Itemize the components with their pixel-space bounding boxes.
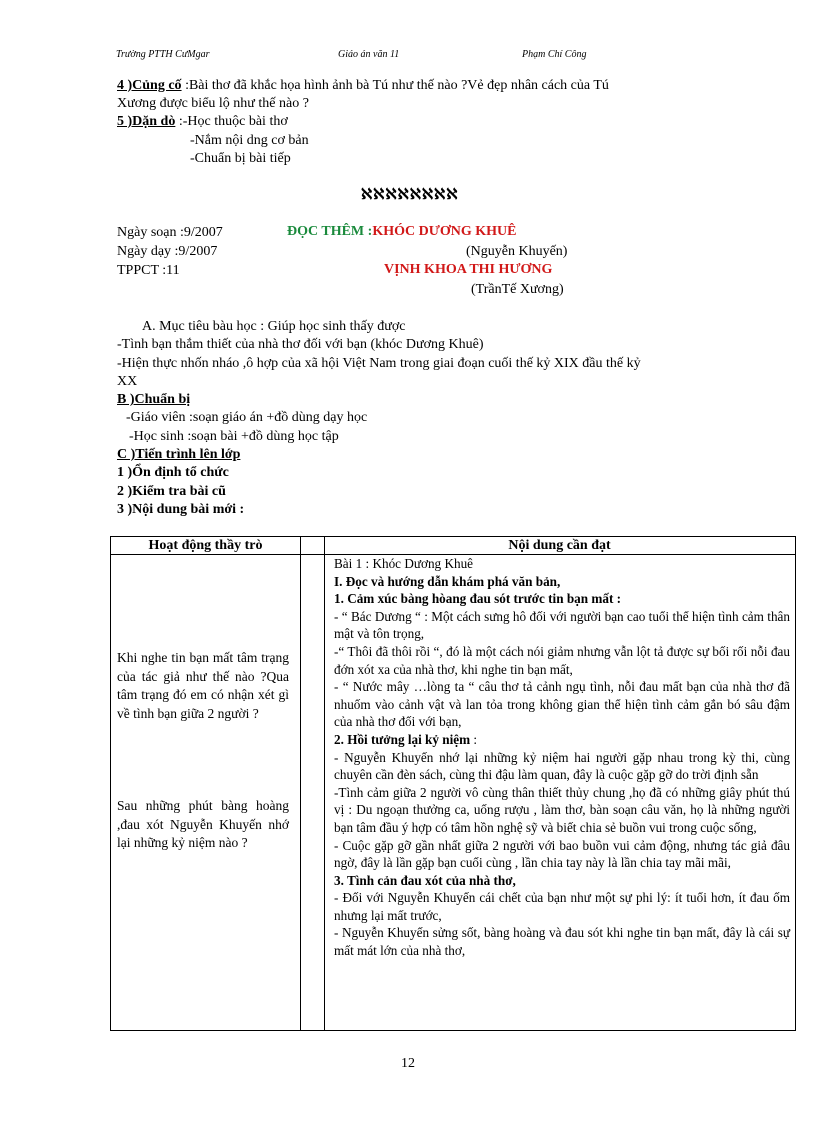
ngay-day: Ngày dạy :9/2007 <box>117 244 218 259</box>
content-2c: - Cuộc gặp gỡ gần nhất giữa 2 người với bao buồn vui cảm động, nhưng tác giả đâu ngờ, đây là lần gặp bạn cuối cùng , lần chia tay này là lần chia tay mãi mãi, <box>334 837 790 871</box>
section-ornament: ℵℵℵℵℵℵℵℵ <box>361 187 459 203</box>
dando-text: :-Học thuộc bài thơ <box>175 114 288 129</box>
content-1b: -“ Thôi đã thôi rồi “, đó là một cách nói giảm nhưng vẫn lột tả được sự bối rối nỗi đau đớn xót xa của nhà thơ, khi nghe tin bạn mất, <box>334 643 790 677</box>
content-heading-2 <box>334 731 790 749</box>
muc-tieu-line-3: XX <box>117 374 138 389</box>
author-tran-te-xuong: (TrầnTế Xương) <box>471 282 564 297</box>
table-divider-2 <box>324 537 325 1030</box>
tppct: TPPCT :11 <box>117 263 180 278</box>
content-3b: - Nguyễn Khuyến sửng sốt, bàng hoàng và đau sót khi nghe tin bạn mất, đây là cái sự mất mát lớn của nhà thơ, <box>334 925 790 959</box>
content-lesson-title: Bài 1 : Khóc Dương Khuê <box>334 556 474 571</box>
content-1a: - “ Bác Dương “ : Một cách sưng hô đối với người bạn cao tuổi thể hiện tình cảm thân mật và tôn trọng, <box>334 608 790 642</box>
muc-tieu-a: A. Mục tiêu bàu học : Giúp học sinh thấy được <box>142 319 406 334</box>
cungco-line-2: Xương được biểu lộ như thế nào ? <box>117 96 309 111</box>
content-2b: -Tình cảm giữa 2 người vô cùng thân thiết thủy chung ,họ đã có những giây phút thú vị : Du ngoạn thưởng ca, uống rượu , làm thơ, bàn soạn câu văn, họ là những người bạn tâm đầu ý hợp có tâm hồn nghệ sỹ và biết chia sẻ buồn vui trong cuộc sống, <box>334 784 790 835</box>
teacher-question-1: Khi nghe tin bạn mất tâm trạng của tác giả như thế nào ?Qua tâm trạng đó em có nhận xét gì về tình bạn giữa 2 người ? <box>117 650 289 721</box>
noi-dung-bai-moi: 3 )Nội dung bài mới : <box>117 502 245 517</box>
muc-tieu-line-2: -Hiện thực nhốn nháo ,ô hợp của xã hội Việt Nam trong giai đoạn cuối thế kỷ XIX đầu thế kỷ <box>117 356 641 371</box>
teacher-question-2: Sau những phút bàng hoàng ,đau xót Nguyễn Khuyến nhớ lại những kỷ niệm nào ? <box>117 798 289 850</box>
content-3a: - Đối với Nguyễn Khuyến cái chết của bạn như một sự phi lý: ít tuổi hơn, ít đau ốm nhưng lại mất trước, <box>334 890 790 923</box>
header-teacher: Phạm Chí Công <box>522 49 587 60</box>
chuan-bi-heading: B )Chuẩn bị <box>117 392 191 407</box>
content-section-I: I. Đọc và hướng dẫn khám phá văn bản, <box>334 573 561 589</box>
content-heading-2-colon: : <box>470 731 478 747</box>
on-dinh-to-chuc: 1 )Ổn định tổ chức <box>117 465 229 480</box>
doc-them-label: ĐỌC THÊM : <box>287 224 373 239</box>
content-column <box>334 555 790 960</box>
ngay-soan: Ngày soạn :9/2007 <box>117 225 223 240</box>
lesson-table <box>110 536 796 1031</box>
chuan-bi-hoc-sinh: -Học sinh :soạn bài +đồ dùng học tập <box>129 429 339 444</box>
dando-line-1 <box>117 113 288 131</box>
cungco-line-1 <box>117 77 609 95</box>
title-khoc-duong-khue: KHÓC DƯƠNG KHUÊ <box>372 224 517 239</box>
content-heading-2-text: 2. Hồi tưởng lại kỷ niệm <box>334 731 471 747</box>
content-heading-3: 3. Tình cản đau xót của nhà thơ, <box>334 872 516 888</box>
table-header-hoat-dong: Hoạt động thầy trò <box>148 538 263 553</box>
author-nguyen-khuyen: (Nguyễn Khuyến) <box>466 244 568 259</box>
dando-line-3: -Chuẩn bị bài tiếp <box>190 151 291 166</box>
chuan-bi-giao-vien: -Giáo viên :soạn giáo án +đồ dùng dạy học <box>126 410 368 425</box>
title-line-1 <box>287 223 516 241</box>
muc-tieu-line-1: -Tình bạn thắm thiết của nhà thơ đối với bạn (khóc Dương Khuê) <box>117 337 484 352</box>
content-1c: - “ Nước mây …lòng ta “ câu thơ tả cảnh ngụ tình, nỗi đau mất bạn của nhà thơ đã nhuốm vào cảnh vật và lan tỏa trong không gian thể hiện tình cảm gắn bó sâu đậm của nhà thơ đối với bạn, <box>334 679 790 730</box>
content-heading-1: 1. Cảm xúc bàng hòang đau sót trước tin bạn mất : <box>334 591 622 607</box>
header-subject: Giáo án văn 11 <box>338 49 400 60</box>
kiem-tra-bai-cu: 2 )Kiểm tra bài cũ <box>117 484 226 499</box>
tien-trinh-heading: C )Tiến trình lên lớp <box>117 447 241 462</box>
table-header-noi-dung: Nội dung cần đạt <box>508 538 611 553</box>
content-2a: - Nguyễn Khuyến nhớ lại những kỷ niệm hai người gặp nhau trong kỳ thi, cùng chuyên cần đèn sách, cùng thi đậu làm quan, đây là cuộc gặp gỡ do trời định sẵn <box>334 749 790 783</box>
title-vinh-khoa-thi-huong: VỊNH KHOA THI HƯƠNG <box>384 262 553 277</box>
page-number: 12 <box>401 1056 415 1071</box>
dando-label: 5 )Dặn dò <box>117 114 176 129</box>
cungco-text: :Bài thơ đã khắc họa hình ảnh bà Tú như thế nào ?Vẻ đẹp nhân cách của Tú <box>181 78 609 93</box>
table-divider-1 <box>300 537 301 1030</box>
dando-line-2: -Nắm nội dng cơ bản <box>190 133 309 148</box>
cungco-label: 4 )Củng cố <box>117 78 182 93</box>
header-school: Trường PTTH CưMgar <box>116 49 210 60</box>
